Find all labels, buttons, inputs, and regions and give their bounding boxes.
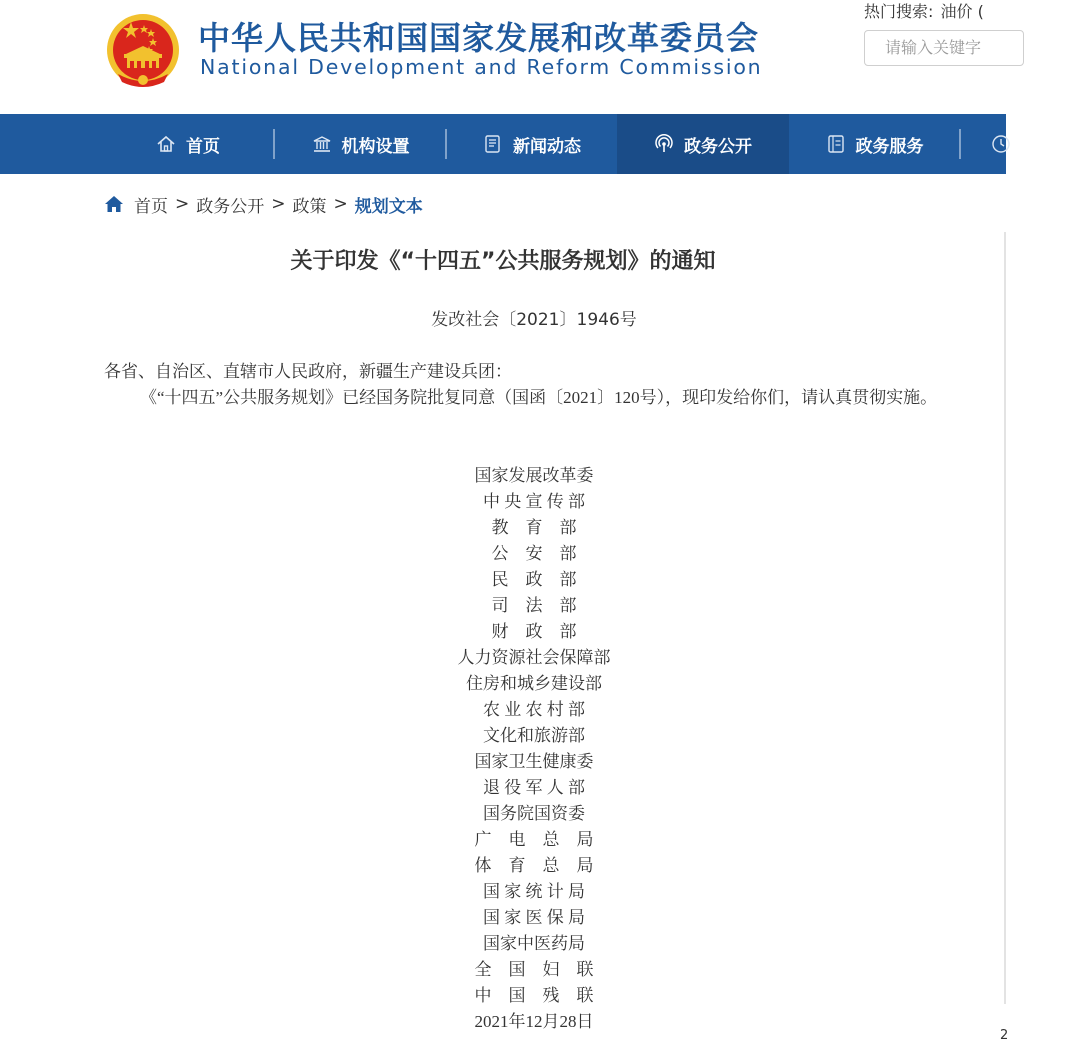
- signer-agency: 人力资源社会保障部: [457, 648, 611, 667]
- search-input[interactable]: [885, 31, 1025, 63]
- hot-search: [864, 0, 984, 24]
- home-icon[interactable]: [104, 195, 124, 213]
- body-paragraph: 《“十四五”公共服务规划》已经国务院批复同意（国函〔2021〕120号），现印发给你们，请认真贯彻实施。: [140, 388, 938, 407]
- signer-agency: 财 政 部: [491, 622, 577, 641]
- site-title-cn[interactable]: 中华人民共和国国家发展和改革委员会: [198, 19, 760, 57]
- broadcast-icon: [654, 134, 674, 154]
- breadcrumb-level1-link[interactable]: 政务公开: [196, 196, 265, 217]
- institution-icon: [312, 134, 332, 154]
- nav-item-label: 首页: [186, 136, 220, 157]
- signer-agency: 文化和旅游部: [483, 726, 585, 745]
- signer-agency: 全 国 妇 联: [474, 960, 594, 979]
- breadcrumb-separator: >: [175, 194, 190, 214]
- breadcrumb-home-link[interactable]: 首页: [134, 196, 168, 217]
- main-nav: [0, 114, 1006, 174]
- site-title-en[interactable]: National Development and Reform Commission: [200, 55, 763, 79]
- signer-list: [0, 463, 1068, 1035]
- nav-item-news[interactable]: [447, 114, 617, 174]
- signer-agency: 国 家 医 保 局: [483, 908, 585, 927]
- search-box[interactable]: [864, 30, 1024, 66]
- nav-item-home[interactable]: [102, 114, 274, 174]
- issue-date: 2021年12月28日: [474, 1012, 594, 1031]
- signer-agency: 民 政 部: [491, 570, 577, 589]
- edge-text: 2: [1000, 1028, 1009, 1043]
- nav-item-services[interactable]: [789, 114, 960, 174]
- signer-agency: 司 法 部: [491, 596, 577, 615]
- signer-agency: 教 育 部: [491, 518, 577, 537]
- breadcrumb: [104, 190, 423, 218]
- hot-search-term-link[interactable]: 油价 (: [940, 2, 984, 21]
- scrollbar-track[interactable]: [1004, 232, 1006, 1004]
- breadcrumb-separator: >: [271, 194, 286, 214]
- nav-item-label: 政务公开: [684, 136, 752, 157]
- document-number: 发改社会〔2021〕1946号: [431, 310, 637, 330]
- signer-agency: 国家发展改革委: [474, 466, 594, 485]
- clock-icon: [991, 134, 1011, 154]
- salutation: 各省、自治区、直辖市人民政府，新疆生产建设兵团：: [104, 362, 512, 381]
- news-icon: [483, 134, 503, 154]
- national-emblem-icon[interactable]: [104, 8, 182, 88]
- nav-item-label: 机构设置: [341, 136, 410, 157]
- signer-agency: 国务院国资委: [483, 804, 585, 823]
- signer-agency: 公 安 部: [491, 544, 577, 563]
- signer-agency: 国 家 统 计 局: [483, 882, 585, 901]
- nav-item-label: 新闻动态: [513, 136, 581, 157]
- signer-agency: 国家中医药局: [483, 934, 585, 953]
- breadcrumb-separator: >: [333, 194, 348, 214]
- nav-item-more[interactable]: [961, 114, 1006, 174]
- article-title: 关于印发《“十四五”公共服务规划》的通知: [290, 249, 716, 274]
- signer-agency: 体 育 总 局: [474, 856, 594, 875]
- breadcrumb-current-link[interactable]: 规划文本: [354, 196, 423, 217]
- signer-agency: 中 国 残 联: [474, 986, 594, 1005]
- breadcrumb-level2-link[interactable]: 政策: [292, 196, 327, 217]
- nav-item-label: 政务服务: [855, 136, 924, 157]
- signer-agency: 退 役 军 人 部: [483, 778, 585, 797]
- nav-item-government-affairs[interactable]: [617, 114, 789, 174]
- service-icon: [826, 134, 846, 154]
- home-icon: [156, 134, 176, 154]
- site-header: [0, 0, 1006, 114]
- signer-agency: 住房和城乡建设部: [466, 674, 602, 693]
- signer-agency: 中 央 宣 传 部: [483, 492, 585, 511]
- nav-item-institutions[interactable]: [275, 114, 446, 174]
- signer-agency: 国家卫生健康委: [474, 752, 594, 771]
- signer-agency: 农 业 农 村 部: [483, 700, 585, 719]
- hot-search-label: 热门搜索:: [864, 2, 934, 21]
- signer-agency: 广 电 总 局: [474, 830, 594, 849]
